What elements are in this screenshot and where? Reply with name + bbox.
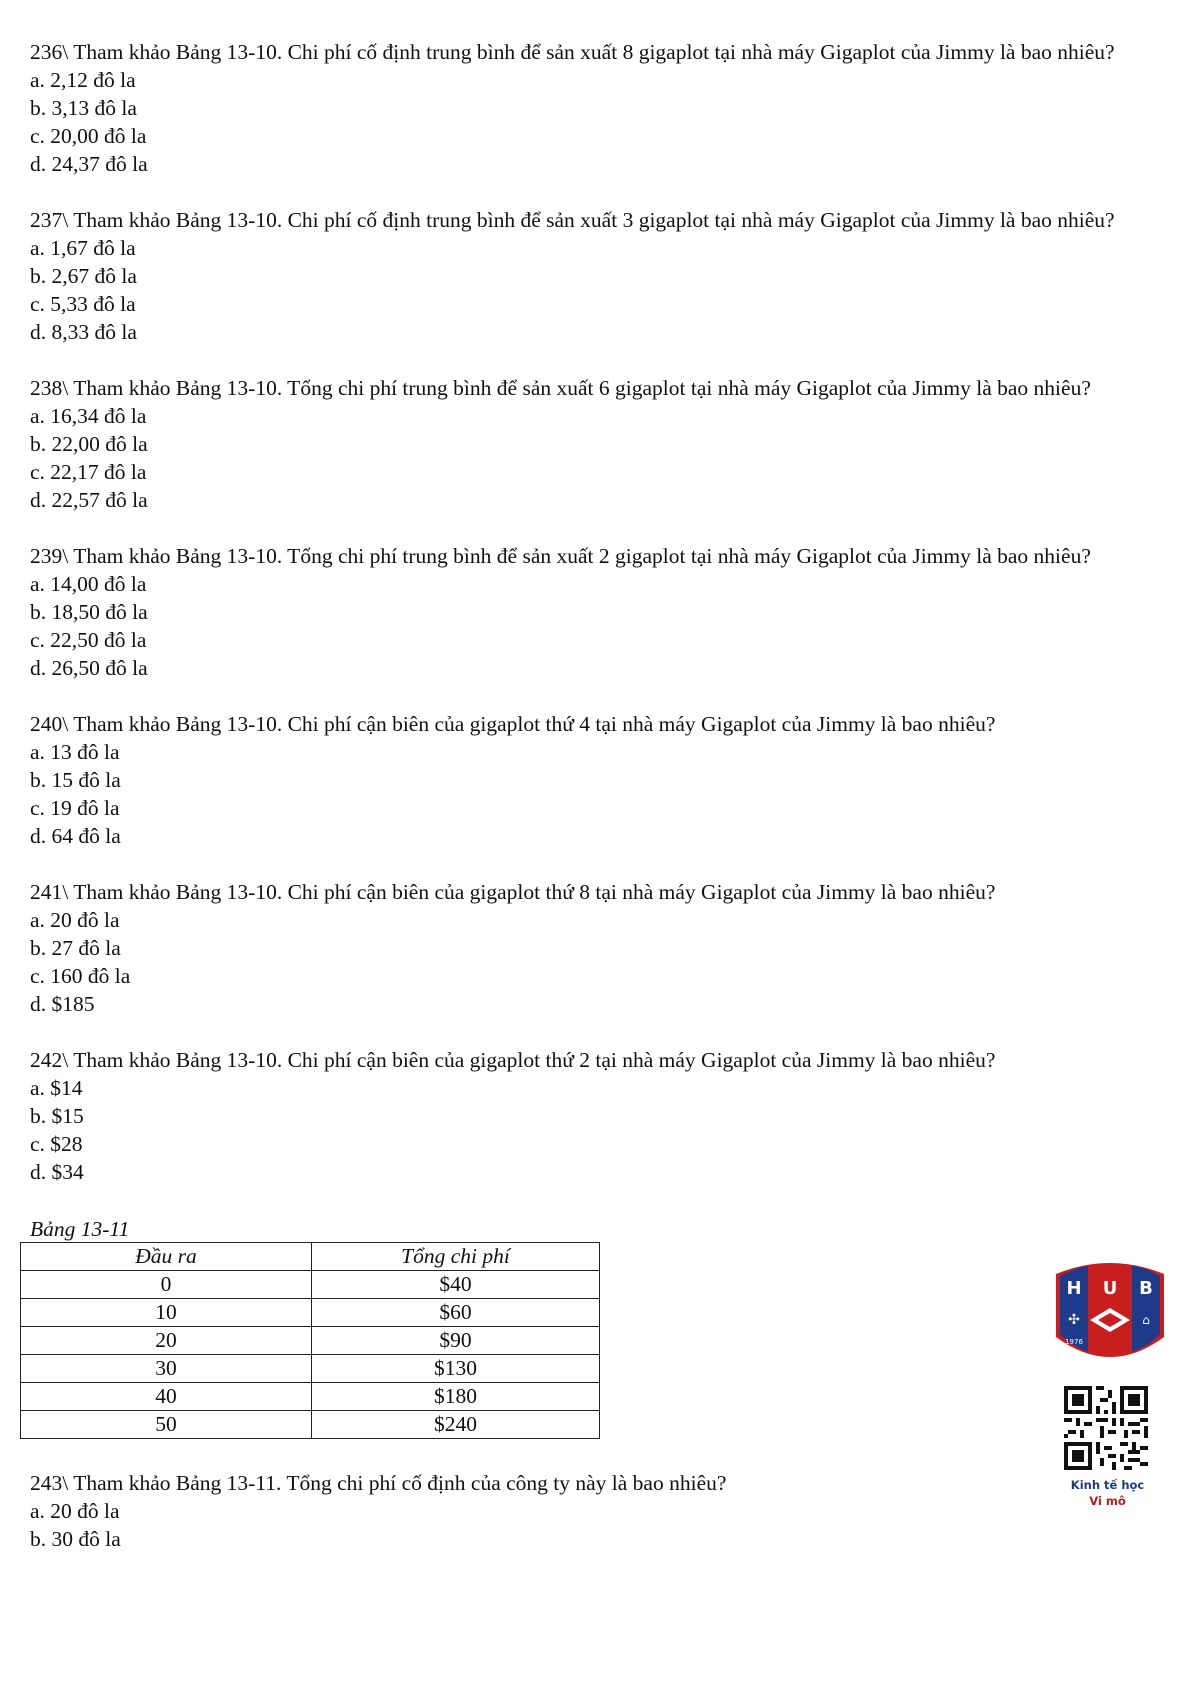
- option-a: a. $14: [30, 1076, 83, 1100]
- table-header-row: [21, 1243, 600, 1271]
- option-d: d. 24,37 đô la: [30, 152, 148, 176]
- cell-output: 40: [21, 1383, 312, 1411]
- question-238: [30, 374, 1160, 514]
- cell-total-cost: $240: [312, 1411, 600, 1439]
- logo-letter-h: H: [1066, 1278, 1082, 1299]
- svg-text:⌂: ⌂: [1142, 1313, 1150, 1327]
- logo-letter-b: B: [1139, 1278, 1153, 1299]
- table-row: [21, 1383, 600, 1411]
- option-b: b. 27 đô la: [30, 936, 121, 960]
- option-b: b. 22,00 đô la: [30, 432, 148, 456]
- cell-total-cost: $130: [312, 1355, 600, 1383]
- question-236: [30, 38, 1160, 178]
- question-stem: 236\ Tham khảo Bảng 13-10. Chi phí cố định trung bình để sản xuất 8 gigaplot tại nhà máy Gigaplot của Jimmy là bao nhiêu?: [30, 40, 1115, 64]
- option-d: d. 26,50 đô la: [30, 656, 148, 680]
- question-243: [30, 1469, 1160, 1553]
- option-d: d. $34: [30, 1160, 84, 1184]
- question-stem: 243\ Tham khảo Bảng 13-11. Tổng chi phí cố định của công ty này là bao nhiêu?: [30, 1471, 727, 1495]
- header-output: Đầu ra: [21, 1243, 312, 1271]
- header-total-cost: Tổng chi phí: [312, 1243, 600, 1271]
- option-d: d. 8,33 đô la: [30, 320, 137, 344]
- option-a: a. 1,67 đô la: [30, 236, 136, 260]
- question-237: [30, 206, 1160, 346]
- cell-output: 20: [21, 1327, 312, 1355]
- table-row: [21, 1411, 600, 1439]
- hub-shield-icon: [1050, 1252, 1170, 1377]
- table-row: [21, 1355, 600, 1383]
- option-c: c. 22,50 đô la: [30, 628, 147, 652]
- option-c: c. 19 đô la: [30, 796, 120, 820]
- table-row: [21, 1299, 600, 1327]
- hub-logo: [1050, 1252, 1170, 1382]
- question-stem: 239\ Tham khảo Bảng 13-10. Tổng chi phí trung bình để sản xuất 2 gigaplot tại nhà máy Gigaplot của Jimmy là bao nhiêu?: [30, 544, 1091, 568]
- option-b: b. $15: [30, 1104, 84, 1128]
- cell-total-cost: $90: [312, 1327, 600, 1355]
- option-c: c. 160 đô la: [30, 964, 131, 988]
- svg-text:✣: ✣: [1068, 1312, 1080, 1328]
- cell-output: 50: [21, 1411, 312, 1439]
- cell-total-cost: $40: [312, 1271, 600, 1299]
- option-c: c. $28: [30, 1132, 83, 1156]
- table-caption: Bảng 13-11: [30, 1217, 130, 1241]
- option-a: a. 2,12 đô la: [30, 68, 136, 92]
- option-a: a. 13 đô la: [30, 740, 120, 764]
- logo-year: 1976: [1065, 1338, 1083, 1346]
- logo-letter-u: U: [1102, 1278, 1118, 1299]
- document-body: [30, 38, 1160, 1553]
- option-b: b. 18,50 đô la: [30, 600, 148, 624]
- question-242: [30, 1046, 1160, 1186]
- option-a: a. 14,00 đô la: [30, 572, 147, 596]
- option-c: c. 22,17 đô la: [30, 460, 147, 484]
- cell-output: 30: [21, 1355, 312, 1383]
- question-stem: 238\ Tham khảo Bảng 13-10. Tổng chi phí trung bình để sản xuất 6 gigaplot tại nhà máy Gigaplot của Jimmy là bao nhiêu?: [30, 376, 1091, 400]
- question-stem: 240\ Tham khảo Bảng 13-10. Chi phí cận biên của gigaplot thứ 4 tại nhà máy Gigaplot của Jimmy là bao nhiêu?: [30, 712, 996, 736]
- logo-caption-level: Vi mô: [1089, 1494, 1126, 1508]
- option-a: a. 20 đô la: [30, 1499, 120, 1523]
- option-b: b. 30 đô la: [30, 1527, 121, 1551]
- option-b: b. 3,13 đô la: [30, 96, 137, 120]
- option-d: d. 64 đô la: [30, 824, 121, 848]
- question-stem: 241\ Tham khảo Bảng 13-10. Chi phí cận biên của gigaplot thứ 8 tại nhà máy Gigaplot của Jimmy là bao nhiêu?: [30, 880, 996, 904]
- cell-total-cost: $180: [312, 1383, 600, 1411]
- question-stem: 242\ Tham khảo Bảng 13-10. Chi phí cận biên của gigaplot thứ 2 tại nhà máy Gigaplot của Jimmy là bao nhiêu?: [30, 1048, 996, 1072]
- option-d: d. 22,57 đô la: [30, 488, 148, 512]
- option-c: c. 5,33 đô la: [30, 292, 136, 316]
- question-239: [30, 542, 1160, 682]
- qr-code-icon: [1064, 1386, 1148, 1470]
- option-b: b. 15 đô la: [30, 768, 121, 792]
- question-stem: 237\ Tham khảo Bảng 13-10. Chi phí cố định trung bình để sản xuất 3 gigaplot tại nhà máy Gigaplot của Jimmy là bao nhiêu?: [30, 208, 1115, 232]
- cell-output: 0: [21, 1271, 312, 1299]
- option-a: a. 16,34 đô la: [30, 404, 147, 428]
- question-241: [30, 878, 1160, 1018]
- logo-caption-subject: Kinh tế học: [1070, 1478, 1145, 1492]
- option-c: c. 20,00 đô la: [30, 124, 147, 148]
- cell-total-cost: $60: [312, 1299, 600, 1327]
- option-b: b. 2,67 đô la: [30, 264, 137, 288]
- table-row: [21, 1271, 600, 1299]
- option-d: d. $185: [30, 992, 95, 1016]
- table-row: [21, 1327, 600, 1355]
- option-a: a. 20 đô la: [30, 908, 120, 932]
- question-240: [30, 710, 1160, 850]
- cost-table: [20, 1242, 600, 1439]
- cell-output: 10: [21, 1299, 312, 1327]
